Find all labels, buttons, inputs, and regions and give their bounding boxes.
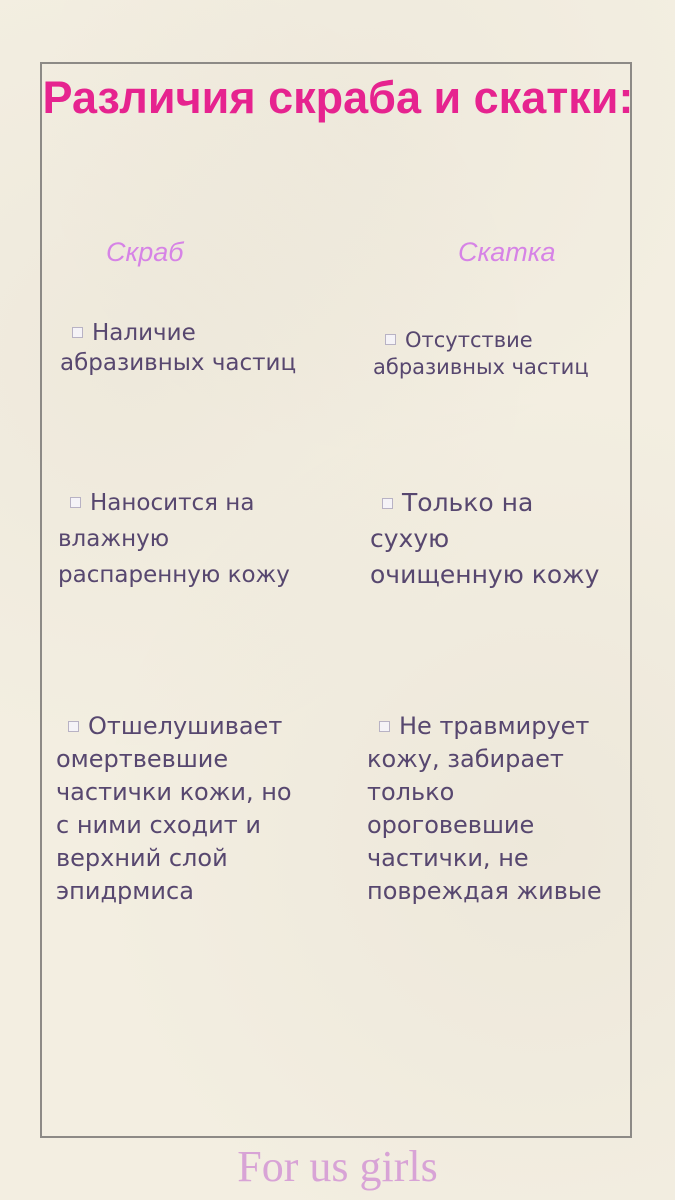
peeling-item-1-text: Отсутствие абразивных частиц (373, 328, 589, 379)
scrub-item-2-text: Наносится на влажную распаренную кожу (58, 490, 290, 588)
checkbox-icon (68, 721, 79, 732)
peeling-item-2 (370, 485, 599, 593)
peeling-item-2-text: Только на сухую очищенную кожу (370, 488, 600, 589)
scrub-item-1-text: Наличие абразивных частиц (60, 320, 297, 376)
scrub-item-3 (56, 710, 292, 908)
checkbox-icon (382, 498, 393, 509)
peeling-item-3-text: Не травмирует кожу, забирает только ороговевшие частички, не повреждая живые (367, 712, 602, 905)
column-heading-peeling: Скатка (458, 237, 556, 267)
scrub-item-2 (58, 485, 290, 593)
footer-signature: For us girls (237, 1142, 438, 1191)
column-heading-scrub: Скраб (106, 237, 184, 267)
peeling-item-1 (373, 327, 589, 381)
content-frame (40, 62, 632, 1138)
checkbox-icon (72, 327, 83, 338)
scrub-item-3-text: Отшелушивает омертвевшие частички кожи, но с ними сходит и верхний слой эпидрмиса (56, 712, 292, 905)
checkbox-icon (385, 334, 396, 345)
peeling-item-3 (367, 710, 602, 908)
checkbox-icon (379, 721, 390, 732)
checkbox-icon (70, 497, 81, 508)
scrub-item-1 (60, 318, 296, 378)
page-title: Различия скраба и скатки: (42, 72, 634, 123)
